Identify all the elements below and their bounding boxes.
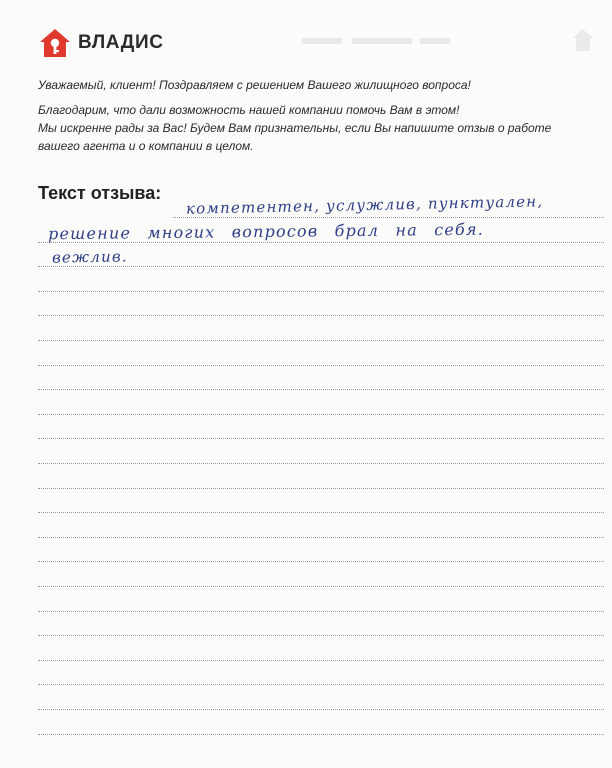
brand-name: ВЛАДИС xyxy=(78,32,164,53)
ruled-line xyxy=(38,463,604,464)
ruled-line xyxy=(38,340,604,341)
review-title: Текст отзыва: xyxy=(38,183,162,203)
ruled-line xyxy=(173,217,604,218)
ruled-line xyxy=(38,660,604,661)
handwritten-line: решение многих вопросов брал на себя. xyxy=(47,219,485,244)
ruled-line xyxy=(38,389,604,390)
ruled-line xyxy=(38,586,604,587)
ruled-line xyxy=(38,611,604,612)
ruled-lines xyxy=(38,0,604,768)
intro-request-cont: вашего агента и о компании в целом. xyxy=(38,139,254,153)
intro-greeting: Уважаемый, клиент! Поздравляем с решением Вашего жилищного вопроса! xyxy=(38,78,471,92)
ruled-line xyxy=(38,365,604,366)
ruled-line xyxy=(38,291,604,292)
ruled-line xyxy=(38,266,604,267)
ruled-line xyxy=(38,734,604,735)
ruled-line xyxy=(38,512,604,513)
ruled-line xyxy=(38,414,604,415)
ruled-line xyxy=(38,438,604,439)
handwritten-line: вежлив. xyxy=(51,247,128,267)
ruled-line xyxy=(38,635,604,636)
ruled-line xyxy=(38,537,604,538)
ruled-line xyxy=(38,709,604,710)
ruled-line xyxy=(38,315,604,316)
ruled-line xyxy=(38,488,604,489)
ruled-line xyxy=(38,561,604,562)
intro-thanks: Благодарим, что дали возможность нашей компании помочь Вам в этом! xyxy=(38,103,460,117)
intro-request: Мы искренне рады за Вас! Будем Вам признательны, если Вы напишите отзыв о работе xyxy=(38,121,552,135)
handwritten-line: компетентен, услужлив, пунктуален, xyxy=(185,192,544,218)
ruled-line xyxy=(38,684,604,685)
